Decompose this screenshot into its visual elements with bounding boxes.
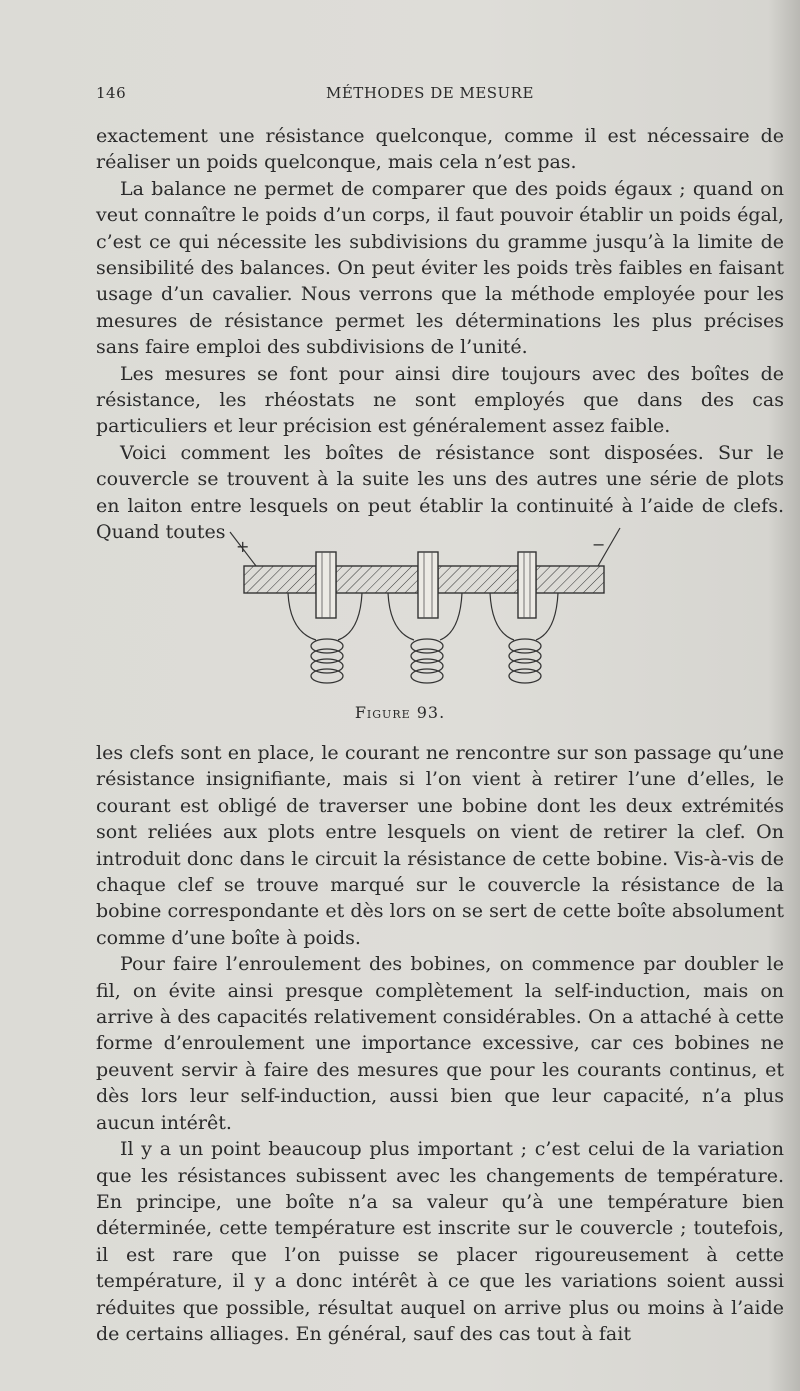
brass-block [336,566,418,593]
text-block-bottom [96,740,784,1347]
running-title: MÉTHODES DE MESURE [326,84,534,102]
coils [311,639,541,683]
page-number: 146 [96,84,127,102]
paragraph: Il y a un point beaucoup plus important ; c’est celui de la variation que les résistances subissent avec les changements de température. En principe, une boîte n’a sa valeur qu’à une température bien déterminée, cette température est inscrite sur le couvercle ; toutefois, il est rare que l’on puisse se placer rigoureusement à cette température, il y a donc intérêt à ce que les variations soient aussi réduites que possible, résultat auquel on arrive plus ou moins à l’aide de certains alliages. En général, sauf des cas tout à fait [96,1138,784,1345]
paragraph: Pour faire l’enroulement des bobines, on commence par doubler le fil, on évite ainsi presque complètement la self-induction, mais on arrive à des capacités relativement considérables. On a attaché à cette forme d’enroulement une importance excessive, car ces bobines ne peuvent servir à faire des mesures que pour les courants continus, et dès lors leur self-induction, aussi bien que leur capacité, n’a plus aucun intérêt. [96,953,784,1134]
coil [509,639,541,683]
key-plug [518,552,536,618]
key-plug [316,552,336,618]
figure-caption: Figure 93. [354,703,446,722]
minus-sign: − [592,535,606,554]
brass-block [244,566,316,593]
resistance-box-diagram [228,522,628,692]
paragraph: La balance ne permet de comparer que des poids égaux ; quand on veut connaître le poids d’un corps, il faut pouvoir établir un poids égal, c’est ce qui nécessite les subdivisions du gramme jusqu’à la limite de sensibilité des balances. On peut éviter les poids très faibles en faisant usage d’un cavalier. Nous verrons que la méthode employée pour les mesures de résistance permet les déterminations les plus précises sans faire emploi des subdivisions de l’unité. [96,177,784,359]
coil [411,639,443,683]
plus-sign: + [236,537,250,556]
paragraph: Voici comment les boîtes de résistance sont disposées. Sur le couvercle se trouvent à la suite les uns des autres une série de plots en laiton entre lesquels on peut établir la continuité à l’aide de clefs. Quand toutes [96,441,784,544]
paragraph: exactement une résistance quelconque, comme il est nécessaire de réaliser un poids quelconque, mais cela n’est pas. [96,125,784,174]
page-header [96,84,676,108]
brass-block [438,566,518,593]
coil [311,639,343,683]
text-block-top [96,123,784,546]
key-plug [418,552,438,618]
brass-block [536,566,604,593]
figure-resistance-box [228,522,628,692]
paragraph: les clefs sont en place, le courant ne rencontre sur son passage qu’une résistance insignifiante, mais si l’on vient à retirer l’une d’elles, le courant est obligé de traverser une bobine dont les deux extrémités sont reliées aux plots entre lesquels on vient de retirer la clef. On introduit donc dans le circuit la résistance de cette bobine. Vis-à-vis de chaque clef se trouve marqué sur le couvercle la résistance de la bobine correspondante et dès lors on se sert de cette boîte absolument comme d’une boîte à poids. [96,742,784,949]
paragraph: Les mesures se font pour ainsi dire toujours avec des boîtes de résistance, les rhéostats ne sont employés que dans des cas particuliers et leur précision est généralement assez faible. [96,362,784,438]
